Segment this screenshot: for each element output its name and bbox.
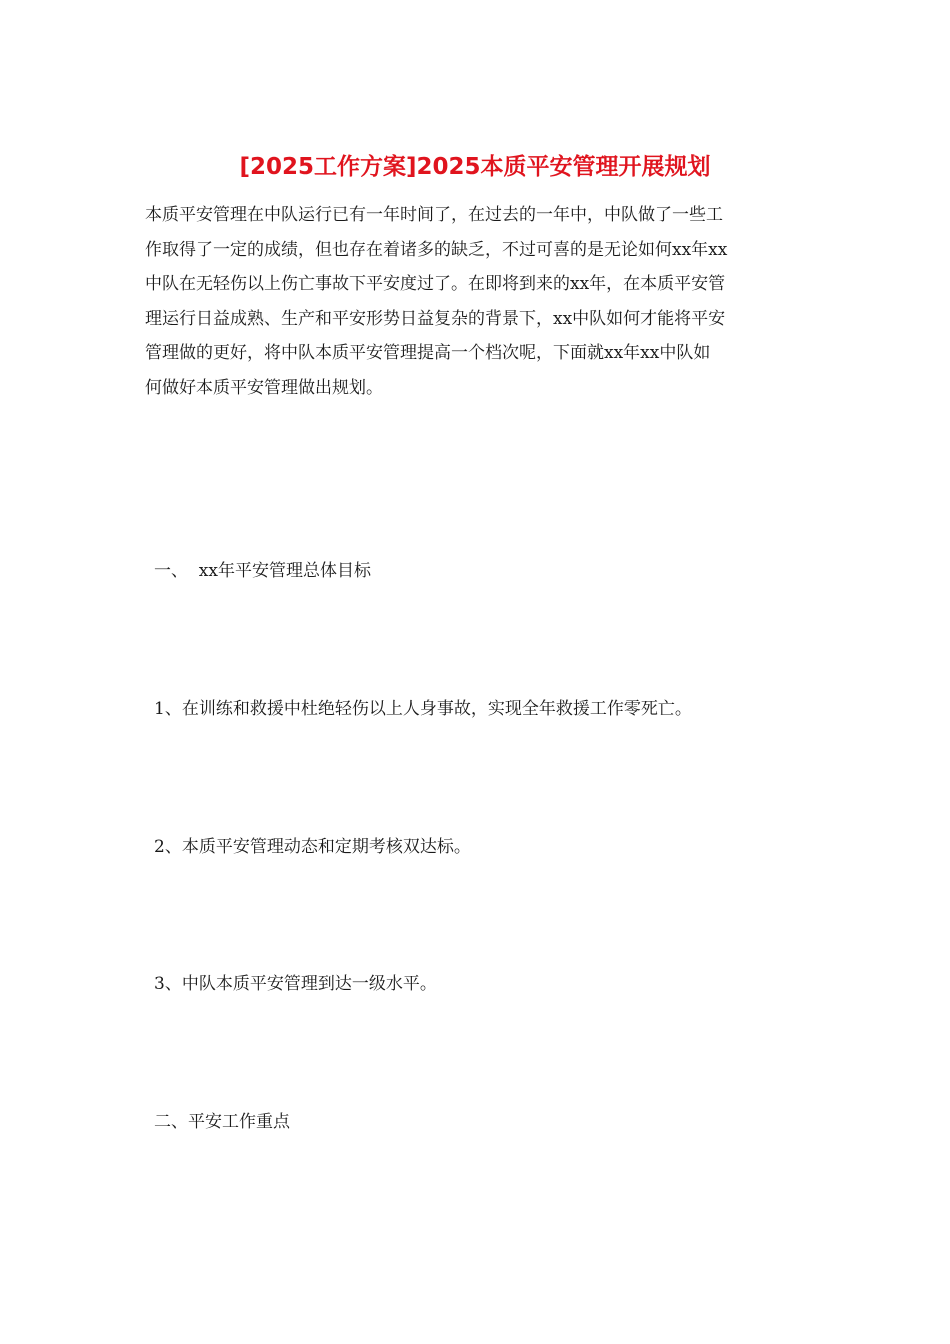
document-title: [2025工作方案]2025本质平安管理开展规划 [239, 154, 711, 180]
intro-line: 理运行日益成熟、生产和平安形势日益复杂的背景下，xx中队如何才能将平安 [145, 308, 726, 329]
intro-line: 本质平安管理在中队运行已有一年时间了，在过去的一年中，中队做了一些工 [145, 205, 723, 225]
intro-line: 何做好本质平安管理做出规划。 [145, 377, 383, 398]
intro-line: 作取得了一定的成绩，但也存在着诸多的缺乏，不过可喜的是无论如何xx年xx [145, 239, 728, 260]
intro-line: 管理做的更好，将中队本质平安管理提高一个档次呢，下面就xx年xx中队如 [145, 343, 711, 364]
intro-paragraph [145, 198, 810, 406]
goal-item: 2、本质平安管理动态和定期考核双达标。 [154, 837, 471, 857]
goal-item: 1、在训练和救援中杜绝轻伤以上人身事故，实现全年救援工作零死亡。 [154, 699, 692, 719]
section-heading-focus: 二、平安工作重点 [154, 1112, 290, 1132]
section-heading-goals: 一、 xx年平安管理总体目标 [154, 561, 371, 581]
goal-item: 3、中队本质平安管理到达一级水平。 [154, 974, 437, 994]
intro-line: 中队在无轻伤以上伤亡事故下平安度过了。在即将到来的xx年，在本质平安管 [145, 274, 726, 295]
